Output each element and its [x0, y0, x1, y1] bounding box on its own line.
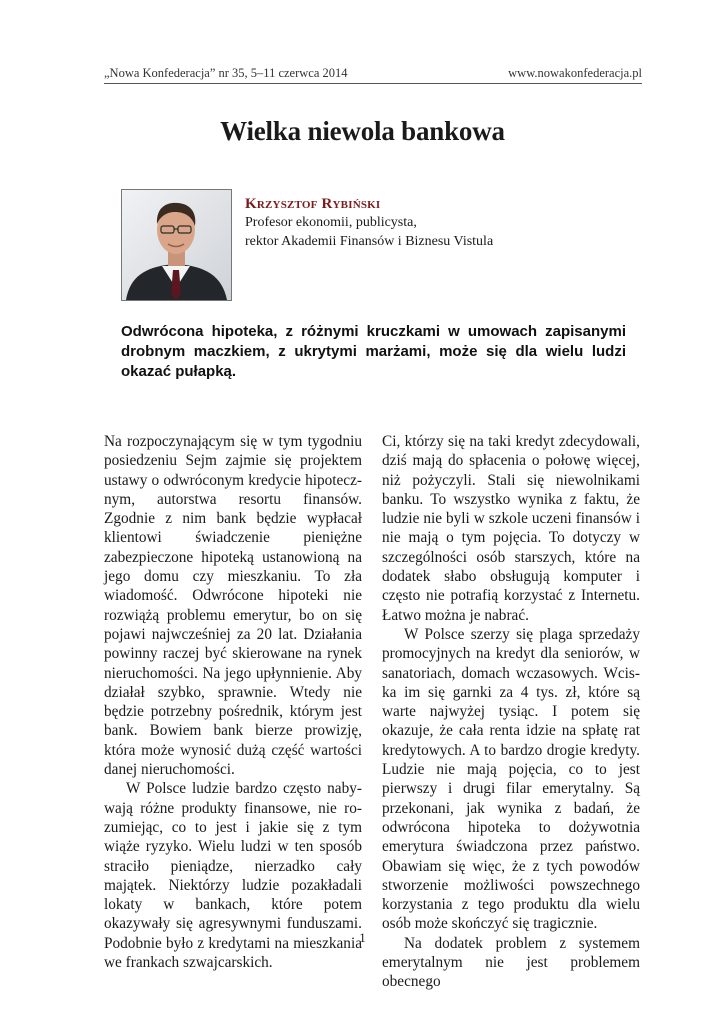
- article-title: Wielka niewola bankowa: [220, 116, 505, 146]
- paragraph: W Polsce szerzy się plaga sprzedaży promocyjnych na kredyt dla seniorów, w sanatoriach, domach wczasowych. Wciska im się garnki za 4 tys. zł, które są warte najwyżej tysiąc. I potem się okazuje, że cała renta idzie na spłatę rat kredytowych. A to bardzo drogie kredyty. Ludzie nie mają pojęcia, co to jest pierwszy i drugi filar emerytalny. Są przekonani, jak wynika z badań, że odwrócona hipoteka to dożywotnia emerytura świadczona przez państwo. Obawiam się więc, że z tych powodów stworzenie możliwości powszechnego korzystania z tego produktu dla wielu osób może skończyć się tragicznie.: [382, 625, 640, 933]
- author-portrait-image: [122, 190, 231, 300]
- paragraph: Na rozpoczynającym się w tym tygodniu posiedzeniu Sejm zajmie się projektem ustawy o odwróconym kredycie hipotecznym, autorstwa resortu finansów. Zgodnie z nim bank będzie wypłacał klientowi świadczenie pieniężne zabezpieczone hipoteką ustanowioną na jego domu czy mieszkaniu. To zła wiadomość. Odwrócone hipoteki nie rozwiążą problemu emerytur, bo on się pojawi najwcześniej za 20 lat. Działania powinny raczej być skierowane na rynek nieruchomości. Na jego upłynnienie. Aby działał szybko, sprawnie. Wtedy nie będzie potrzebny pośrednik, którym jest bank. Bowiem bank bierze prowizję, która może wynosić dużą część wartości danej nieruchomości.: [104, 433, 362, 779]
- text-column-left: [104, 432, 362, 972]
- website-link[interactable]: www.nowakonfederacja.pl: [508, 66, 642, 80]
- page-header: [104, 64, 642, 84]
- issue-info: „Nowa Konfederacja” nr 35, 5–11 czerwca 2014: [104, 66, 348, 80]
- author-role-line-2: rektor Akademii Finansów i Biznesu Vistula: [245, 234, 494, 249]
- author-name: Krzysztof Rybiński: [245, 196, 381, 212]
- paragraph: Na dodatek problem z systemem emerytalnym nie jest problemem obecnego: [382, 934, 640, 991]
- author-role-line-1: Profesor ekonomii, publicysta,: [245, 215, 417, 230]
- page-number: 1: [359, 930, 366, 945]
- header-divider: [104, 83, 642, 84]
- article-lead: Odwrócona hipoteka, z różnymi kruczkami w umowach zapisanymi drobnym maczkiem, z ukrytymi marżami, może się dla wielu ludzi okazać pułapką.: [121, 323, 626, 380]
- paragraph: Ci, którzy się na taki kredyt zdecydowali, dziś mają do spłacenia o połowę więcej, niż pożyczyli. Stali się niewolnikami banku. To wszystko wynika z faktu, że ludzie nie byli w szkole uczeni finansów i nie mają o tym pojęcia. To dotyczy w szczególności osób starszych, które na dodatek słabo obsługują komputer i często nie potrafią korzystać z Internetu. Łatwo można je nabrać.: [382, 433, 640, 624]
- paragraph: W Polsce ludzie bardzo często nabywają różne produkty finansowe, nie rozumiejąc, co to jest i jakie się z tym wiąże ryzyko. Wielu ludzi w ten sposób straciło pieniądze, nierzadko cały majątek. Niektórzy ludzie pozakładali lokaty w bankach, które potem okazywały się agresywnymi funduszami. Podobnie było z kredytami na mieszkania we frankach szwajcarskich.: [104, 780, 362, 972]
- author-photo: [121, 189, 232, 301]
- author-block: [245, 196, 605, 251]
- text-column-right: [382, 432, 640, 992]
